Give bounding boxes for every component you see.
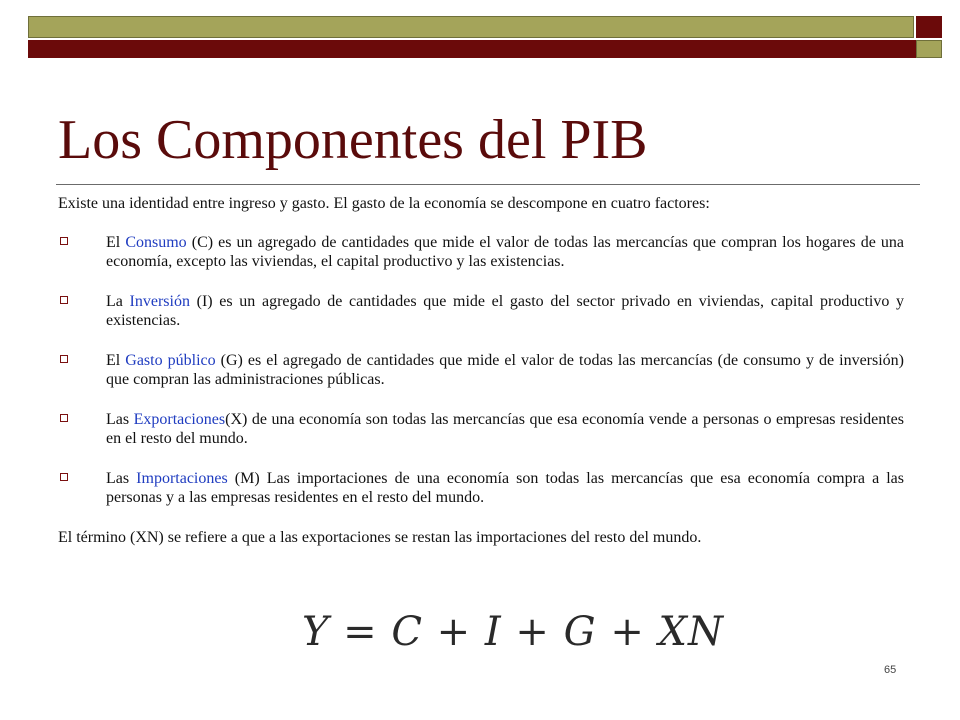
bullet-gasto-publico <box>58 351 904 389</box>
olive-bar <box>28 16 914 38</box>
bullet-text: (M) Las importaciones de una economía son todas las mercancías que esa economía compra a las personas y a las empresas residentes en el resto del mundo. <box>106 470 905 506</box>
term-exportaciones: Exportaciones <box>133 411 226 428</box>
maroon-corner-square <box>916 16 942 38</box>
bullet-prefix: La <box>106 293 130 310</box>
term-importaciones: Importaciones <box>136 470 228 487</box>
slide-body <box>58 194 904 547</box>
square-bullet-icon <box>60 414 68 422</box>
maroon-bar <box>28 40 942 58</box>
olive-corner-square <box>916 40 942 58</box>
square-bullet-icon <box>60 473 68 481</box>
slide-title: Los Componentes del PIB <box>58 109 648 171</box>
bullet-prefix: El <box>106 352 126 369</box>
bullet-text: (I) es un agregado de cantidades que mide el gasto del sector privado en viviendas, capital productivo y existencias. <box>106 293 904 329</box>
gdp-equation: Y = C + I + G + XN <box>302 609 725 655</box>
square-bullet-icon <box>60 296 68 304</box>
bullet-text: (C) es un agregado de cantidades que mide el valor de todas las mercancías que compran los hogares de una economía, excepto las viviendas, el capital productivo y las existencias. <box>106 234 905 270</box>
decorative-header-bar <box>28 16 942 58</box>
square-bullet-icon <box>60 237 68 245</box>
term-gasto-publico: Gasto público <box>125 352 216 369</box>
bullet-prefix: Las <box>106 470 137 487</box>
square-bullet-icon <box>60 355 68 363</box>
bullet-consumo <box>58 233 904 271</box>
bullet-text: (G) es el agregado de cantidades que mide el valor de todas las mercancías (de consumo y de inversión) que compran las administraciones públicas. <box>106 352 905 388</box>
term-consumo: Consumo <box>125 234 187 251</box>
bullet-prefix: Las <box>106 411 134 428</box>
closing-text: El término (XN) se refiere a que a las exportaciones se restan las importaciones del resto del mundo. <box>58 529 702 546</box>
page-number: 65 <box>884 664 897 676</box>
bullet-importaciones <box>58 469 904 507</box>
bullet-prefix: El <box>106 234 126 251</box>
term-inversion: Inversión <box>129 293 190 310</box>
bullet-text: (X) de una economía son todas las mercancías que esa economía vende a personas o empresas residentes en el resto del mundo. <box>106 411 904 447</box>
bullet-inversion <box>58 292 904 330</box>
bullet-exportaciones <box>58 410 904 448</box>
title-divider <box>56 184 920 185</box>
bullet-list <box>58 233 904 507</box>
intro-text: Existe una identidad entre ingreso y gasto. El gasto de la economía se descompone en cuatro factores: <box>58 195 710 212</box>
